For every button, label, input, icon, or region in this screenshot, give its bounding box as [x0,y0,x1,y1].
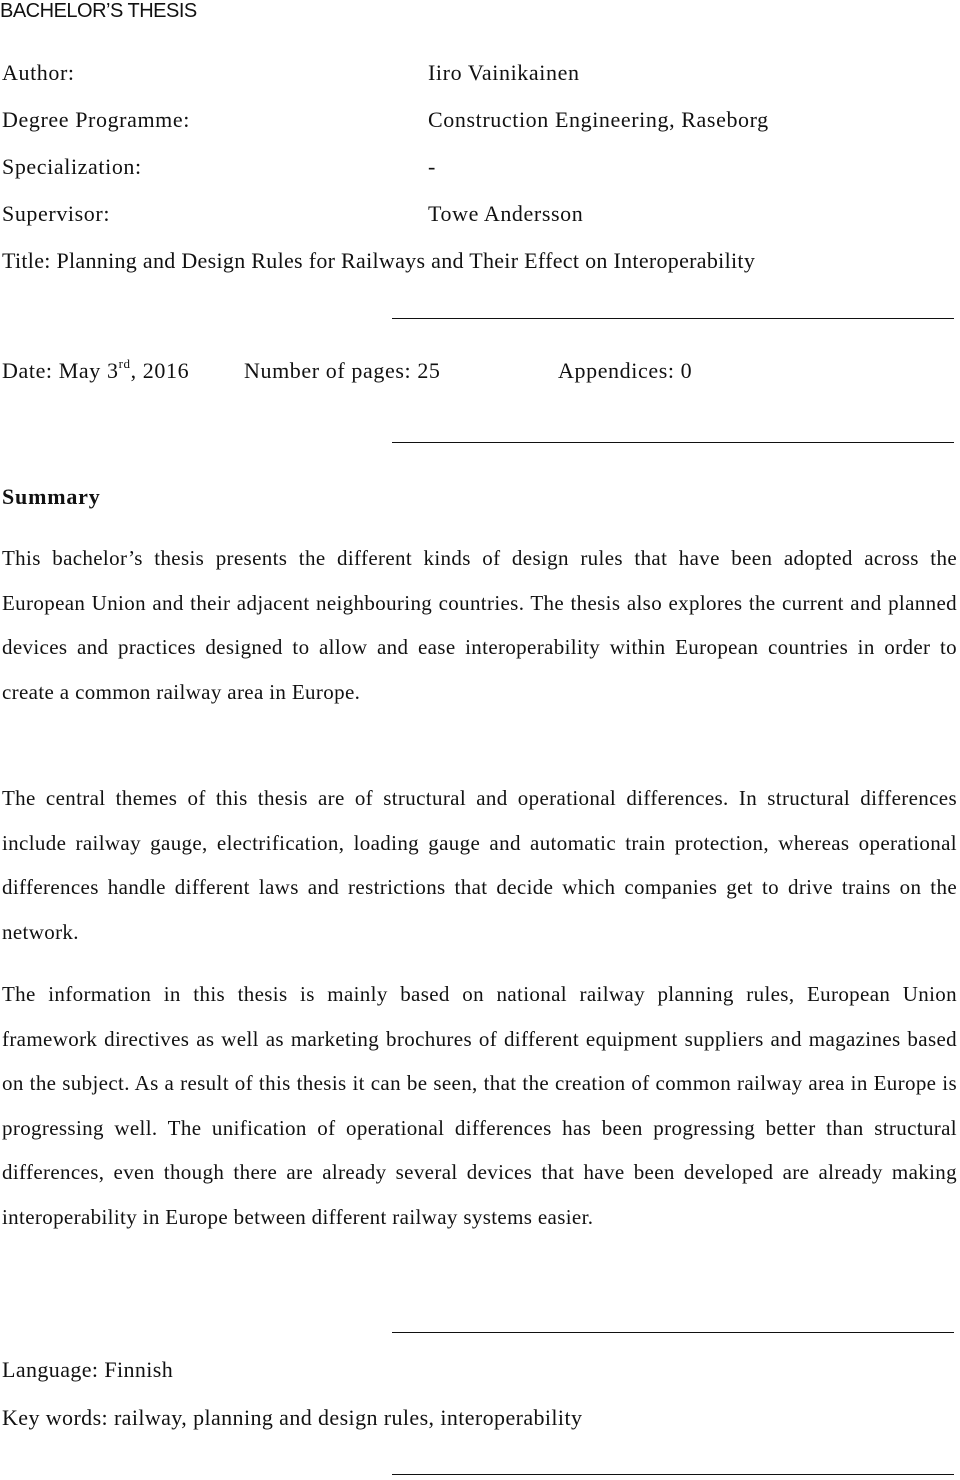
divider-4 [392,1474,954,1475]
divider-3 [392,1332,954,1333]
thesis-title: Title: Planning and Design Rules for Railways and Their Effect on Interoperability [2,248,756,273]
summary-heading: Summary [2,484,101,509]
summary-paragraph-1: This bachelor’s thesis presents the different kinds of design rules that have been adopted across the European Union and their adjacent neighbouring countries. The thesis also explores the current and planned devices and practices designed to allow and ease interoperability within European countries in order to create a common railway area in Europe. [2,546,957,704]
date-field [2,358,189,384]
specialization-label: Specialization: [2,154,142,179]
supervisor-label: Supervisor: [2,201,111,226]
date-label: Date: May 3 [2,358,119,383]
keywords-line: Key words: railway, planning and design rules, interoperability [2,1405,583,1430]
degree-programme-value: Construction Engineering, Raseborg [428,107,769,132]
supervisor-value: Towe Andersson [428,201,584,226]
summary-paragraph-3: The information in this thesis is mainly based on national railway planning rules, European Union framework directives as well as marketing brochures of different equipment suppliers and magazines based on the subject. As a result of this thesis it can be seen, that the creation of common railway area in Europe is progressing well. The unification of operational differences has been progressing better than structural differences, even though there are already several devices that have been developed are already making interoperability in Europe between different railway systems easier. [2,982,957,1229]
header-title: BACHELOR’S THESIS [0,0,197,22]
date-superscript: rd [118,356,131,371]
author-value: Iiro Vainikainen [428,60,580,85]
date-year: , 2016 [130,358,190,383]
divider-2 [392,442,954,443]
divider-1 [392,318,954,319]
appendices: Appendices: 0 [558,358,693,383]
number-of-pages: Number of pages: 25 [244,358,441,383]
language-line: Language: Finnish [2,1357,174,1382]
author-label: Author: [2,60,75,85]
degree-programme-label: Degree Programme: [2,107,190,132]
summary-paragraph-2: The central themes of this thesis are of structural and operational differences. In structural differences include railway gauge, electrification, loading gauge and automatic train protection, whereas operational differences handle different laws and restrictions that decide which companies get to drive trains on the network. [2,786,957,944]
specialization-value: - [428,154,436,179]
